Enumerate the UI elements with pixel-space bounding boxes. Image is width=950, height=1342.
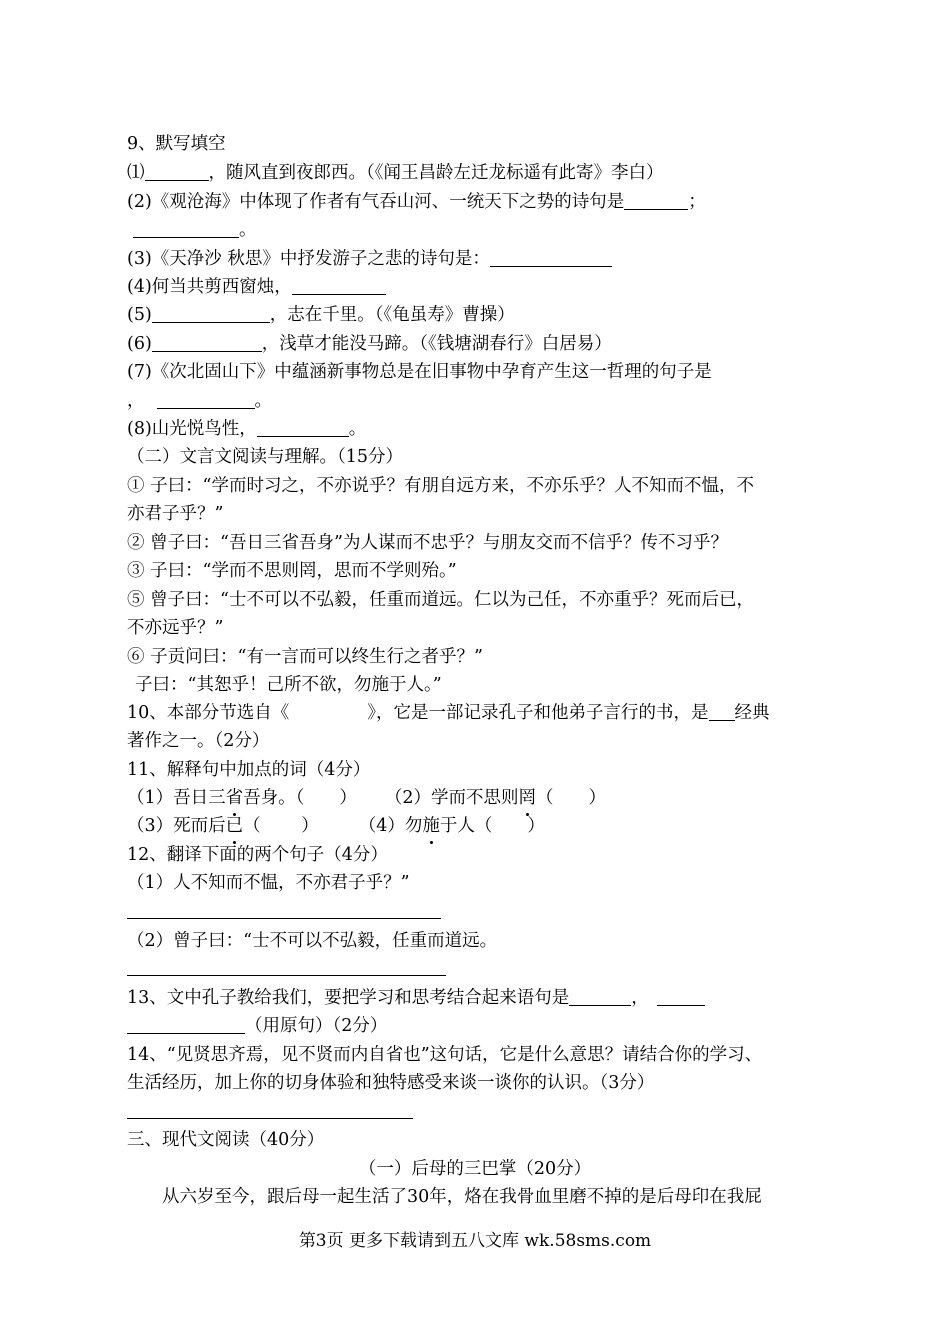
dotted-char: 省 [225, 788, 244, 808]
dotted-char: 施 [422, 816, 440, 836]
q9-line-1: ⑴ ，随风直到夜郎西。（《闻王昌龄左迁龙标遥有此寄》李白） [127, 163, 664, 183]
q13-line: 13、文中孔子教给我们，要把学习和思考结合起来语句是 ， [127, 986, 837, 1010]
answer-line [127, 1118, 413, 1119]
q9-line-2-cont: 。 [127, 218, 837, 242]
classical-p6-answer: 子曰：“其恕乎！己所不欲，勿施于人。” [135, 675, 442, 695]
classical-p3: ③ 子曰：“学而不思则罔，思而不学则殆。” [127, 561, 457, 581]
q9-line-8: (8)山光悦鸟性， 。 [127, 419, 367, 439]
q9-line-2: (2)《观沧海》中体现了作者有气吞山河、一统天下之势的诗句是 ； [127, 192, 706, 212]
answer-line [127, 918, 441, 919]
q13-line-cont: （用原句）（2分） [127, 1014, 837, 1038]
classical-p6: ⑥ 子贡问曰：“有一言而可以终生行之者乎？” [127, 647, 483, 667]
blank [709, 702, 735, 721]
blank [145, 162, 209, 181]
modern-paragraph: 从六岁至今，跟后母一起生活了30年，烙在我骨血里磨不掉的是后母印在我屁 [162, 1187, 762, 1207]
answer-line [127, 975, 446, 976]
q9-heading: 9、默写填空 [127, 134, 226, 154]
q10-line: 10、本部分节选自《 》，它是一部记录孔子和他弟子言行的书，是 经典 [127, 703, 770, 723]
blank [157, 390, 255, 409]
q12-heading: 12、翻译下面的两个句子（4分） [127, 845, 388, 865]
q9-line-6: (6) ，浅草才能没马蹄。（《钱塘湖春行》白居易） [127, 334, 612, 354]
blank [292, 276, 386, 295]
classical-heading: （二）文言文阅读与理解。（15分） [127, 447, 404, 467]
q9-line-3: (3)《天净沙 秋思》中抒发游子之悲的诗句是： [127, 247, 837, 271]
dotted-char: 已 [225, 816, 244, 836]
classical-p1-cont: 亦君子乎？” [127, 504, 224, 524]
q11-items-2: （3）死而后已（ ） （4）勿施于人（ ） [127, 816, 545, 836]
classical-p1: ① 子曰：“学而时习之，不亦说乎？有朋自远方来，不亦乐乎？人不知而不愠，不 [127, 476, 755, 496]
blank [569, 987, 631, 1006]
classical-p2: ② 曾子曰：“吾日三省吾身”为人谋而不忠乎？与朋友交而不信乎？传不习乎？ [127, 533, 728, 553]
q11-heading: 11、解释句中加点的词（4分） [127, 760, 371, 780]
blank [657, 987, 705, 1006]
blank [624, 191, 688, 210]
blank [257, 418, 349, 437]
q10-line-cont: 著作之一。（2分） [127, 731, 270, 751]
blank [127, 1015, 245, 1034]
modern-heading: 三、现代文阅读（40分） [127, 1130, 325, 1150]
q11-items-1: （1）吾日三省吾身。（ ） （2）学而不思则罔（ ） [127, 788, 607, 808]
blank [152, 333, 262, 352]
blank [490, 248, 612, 267]
blank [152, 304, 270, 323]
classical-p5-cont: 不亦远乎？” [127, 618, 224, 638]
q9-line-5: (5) ，志在千里。（《龟虽寿》曹操） [127, 305, 515, 325]
modern-subtitle: （一）后母的三巴掌（20分） [358, 1159, 592, 1179]
q9-line-7: (7)《次北固山下》中蕴涵新事物总是在旧事物中孕育产生这一哲理的句子是 [127, 362, 712, 382]
q9-line-4: (4)何当共剪西窗烛， [127, 275, 837, 299]
q12-sentence-2: （2）曾子曰：“士不可以不弘毅，任重而道远。 [127, 931, 498, 951]
page-footer: 第3页 更多下载请到五八文库 wk.58sms.com [298, 1231, 652, 1251]
classical-p5: ⑤ 曾子曰：“士不可以不弘毅，任重而道远。仁以为己任，不亦重乎？死而后已， [127, 590, 755, 610]
q9-line-7-cont: ， 。 [127, 391, 272, 411]
blank [133, 219, 239, 238]
q14-line: 14、“见贤思齐焉，见不贤而内自省也”这句话，它是什么意思？请结合你的学习、 [127, 1045, 763, 1065]
q14-line-cont: 生活经历，加上你的切身体验和独特感受来谈一谈你的认识。（3分） [127, 1073, 655, 1093]
q12-sentence-1: （1）人不知而不愠，不亦君子乎？” [127, 873, 410, 893]
dotted-char: 罔 [518, 788, 537, 808]
